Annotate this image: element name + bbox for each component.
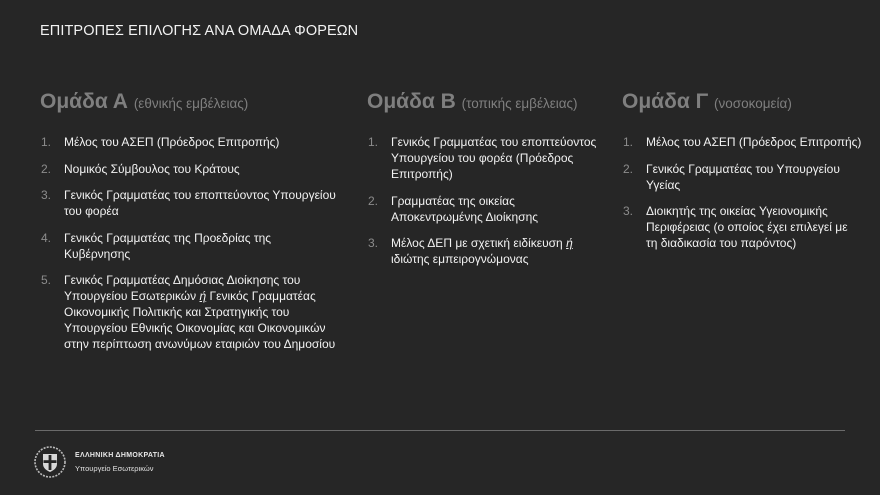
group-heading [622, 90, 862, 114]
item-text: Γενικός Γραμματέας Δημόσιας Διοίκησης του Υπουργείου Εσωτερικών [64, 273, 301, 303]
group-b-members-list [367, 134, 607, 267]
list-item [367, 235, 607, 267]
group-scope: (εθνικής εμβέλειας) [133, 96, 249, 111]
group-a-members-list [40, 134, 340, 352]
group-name: Ομάδα Β [367, 90, 456, 113]
government-name: ΕΛΛΗΝΙΚΗ ΔΗΜΟΚΡΑΤΙΑ [75, 452, 165, 459]
group-heading [40, 90, 340, 114]
greek-coat-of-arms-logo [34, 446, 66, 478]
item-number: 2. [623, 161, 634, 176]
item-text: Μέλος ΔΕΠ με σχετική ειδίκευση [391, 236, 567, 250]
group-c-column [622, 90, 862, 262]
group-b-column [367, 90, 607, 278]
item-text: Γραμματέας της οικείας Αποκεντρωμένης Διοίκησης [391, 193, 539, 224]
item-number: 1. [623, 135, 634, 149]
item-number: 4. [41, 230, 52, 245]
item-number: 3. [41, 188, 52, 202]
item-number: 1. [41, 135, 52, 149]
item-text: Γενικός Γραμματέας της Προεδρίας της Κυβέρνησης [64, 230, 272, 261]
slide-title: ΕΠΙΤΡΟΠΕΣ ΕΠΙΛΟΓΗΣ ΑΝΑ ΟΜΑΔΑ ΦΟΡΕΩΝ [40, 23, 359, 39]
group-name: Ομάδα Γ [622, 90, 709, 113]
or-emphasis: ή [566, 236, 573, 250]
group-scope: (τοπικής εμβέλειας) [461, 96, 578, 111]
item-text: Μέλος του ΑΣΕΠ (Πρόεδρος Επιτροπής) [646, 135, 862, 149]
item-text: ιδιώτης εμπειρογνώμονας [391, 252, 529, 266]
or-emphasis: ή [199, 289, 207, 303]
list-item [40, 161, 340, 177]
item-text: Γενικός Γραμματέας Οικονομικής Πολιτικής και Στρατηγικής του Υπουργείου Εθνικής Οικονομίας και Οικονομικών στην περίπτωση ανωνύμων εταιριών του Δημοσίου [64, 289, 336, 351]
item-number: 3. [623, 204, 634, 218]
footer-divider [35, 430, 845, 431]
list-item [622, 203, 862, 251]
item-number: 2. [41, 161, 52, 176]
item-text: Διοικητής της οικείας Υγειονομικής Περιφέρειας (ο οποίος έχει επιλεγεί με τη διαδικασία του παρόντος) [646, 204, 848, 250]
item-number: 2. [368, 193, 379, 208]
group-c-members-list [622, 134, 862, 251]
item-text: Μέλος του ΑΣΕΠ (Πρόεδρος Επιτροπής) [64, 135, 280, 149]
item-text: Γενικός Γραμματέας του εποπτεύοντος Υπουργείου του φορέα [64, 188, 336, 218]
item-text: Γενικός Γραμματέας του εποπτεύοντος Υπουργείου του φορέα (Πρόεδρος Επιτροπής) [391, 135, 597, 181]
group-scope: (νοσοκομεία) [714, 96, 792, 111]
list-item [367, 134, 607, 182]
list-item [367, 193, 607, 225]
group-a-column [40, 90, 340, 363]
ministry-name: Υπουργείο Εσωτερικών [75, 464, 154, 473]
list-item [40, 272, 340, 352]
group-name: Ομάδα Α [40, 90, 128, 113]
list-item [40, 134, 340, 150]
group-heading [367, 90, 607, 114]
list-item [622, 161, 862, 193]
item-text: Γενικός Γραμματέας του Υπουργείου Υγείας [646, 161, 840, 192]
item-number: 5. [41, 273, 52, 287]
item-number: 1. [368, 135, 379, 149]
list-item [40, 187, 340, 219]
item-number: 3. [368, 236, 379, 250]
list-item [622, 134, 862, 150]
list-item [40, 230, 340, 262]
item-text: Νομικός Σύμβουλος του Κράτους [64, 161, 240, 176]
